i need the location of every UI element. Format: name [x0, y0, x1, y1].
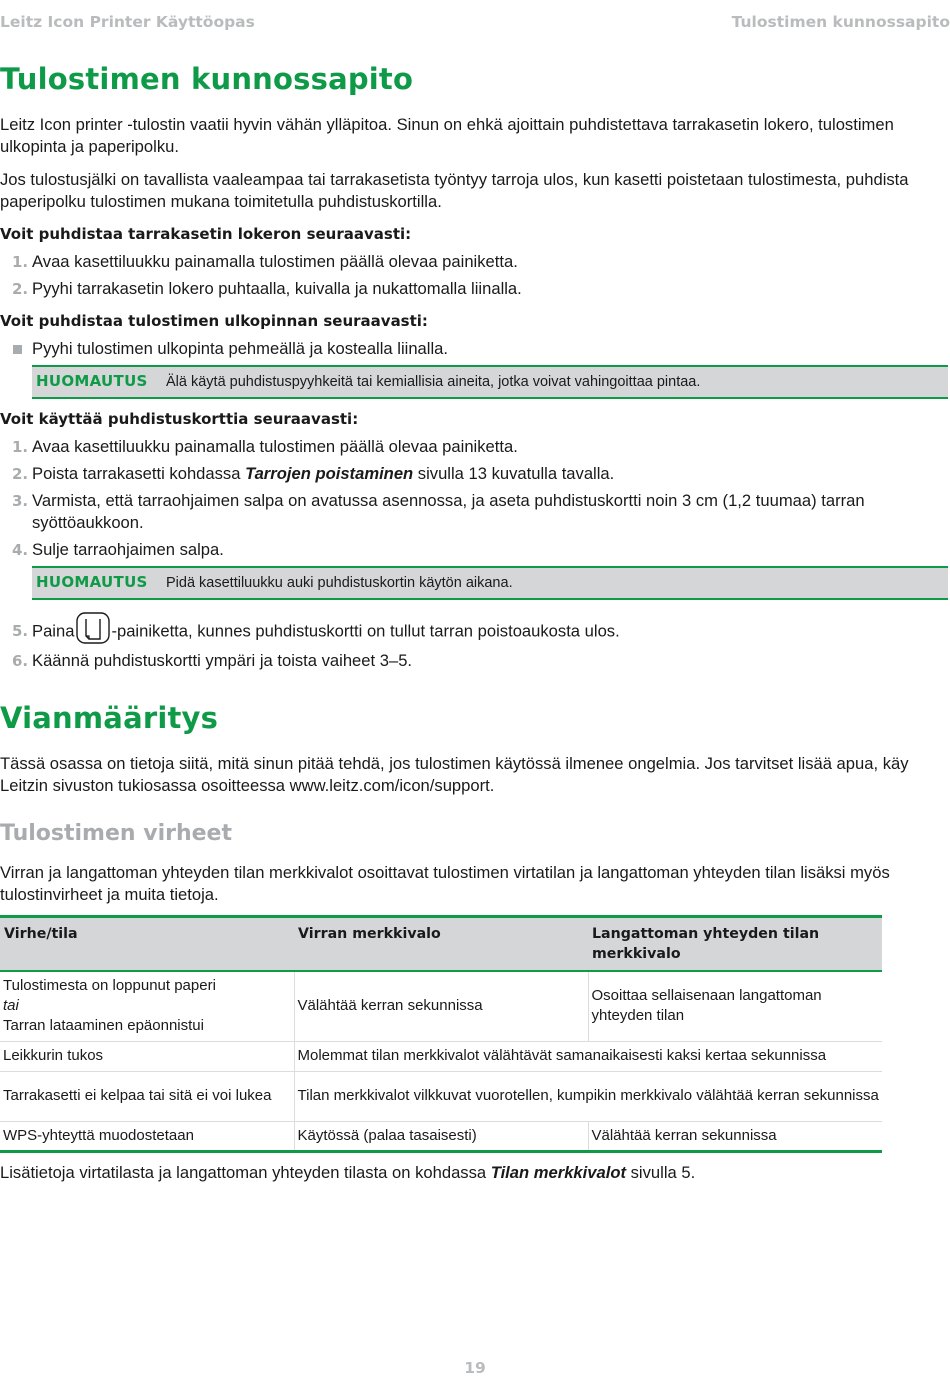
maintenance-title: Tulostimen kunnossapito	[0, 62, 414, 96]
cell-line: Tulostimesta on loppunut paperi	[3, 977, 216, 995]
step-text-post: sivulla 13 kuvatulla tavalla.	[413, 464, 615, 483]
maintenance-intro-2: Jos tulostusjälki on tavallista vaaleampaa tai tarrakasetista työntyy tarroja ulos, kun kasetti poistetaan tulostimesta, puhdista paperipolku tulostimen mukana toimitetulla puhdistuskortilla.	[0, 170, 909, 211]
table-header-row	[0, 917, 882, 972]
step-number: 1.	[12, 438, 29, 456]
step-text	[32, 463, 932, 485]
status-lights-table	[0, 915, 882, 1153]
square-bullet-icon	[13, 345, 22, 354]
table-cell: Käytössä (palaa tasaisesti)	[294, 1121, 588, 1151]
table-cell: Leikkurin tukos	[0, 1041, 294, 1071]
step-number: 2.	[12, 465, 29, 483]
note-text: Pidä kasettiluukku auki puhdistuskortin käytön aikana.	[166, 575, 513, 591]
table-cell: Molemmat tilan merkkivalot välähtävät samanaikaisesti kaksi kertaa sekunnissa	[294, 1041, 882, 1071]
table-cell	[0, 971, 294, 1041]
note-label: HUOMAUTUS	[36, 372, 148, 390]
step-number: 6.	[12, 652, 29, 670]
step-text: Sulje tarraohjaimen salpa.	[32, 540, 224, 559]
intro-text: Tässä osassa on tietoja siitä, mitä sinun pitää tehdä, jos tulostimen käytössä ilmenee ongelmia. Jos tarvitset lisää apua, käy Leitzin sivuston tukiosassa osoitteessa	[0, 754, 909, 795]
step-text: Varmista, että tarraohjaimen salpa on avatussa asennossa, ja aseta puhdistuskortti noin 3 cm (1,2 tuumaa) tarran syöttöaukkoon.	[32, 491, 865, 532]
column-header: Virran merkkivalo	[294, 917, 588, 972]
cell-line-or: tai	[3, 997, 19, 1015]
troubleshooting-title: Vianmääritys	[0, 701, 219, 735]
reference-text: Lisätietoja virtatilasta ja langattoman yhteyden tilasta on kohdassa	[0, 1163, 491, 1182]
table-cell: Välähtää kerran sekunnissa	[294, 971, 588, 1041]
step-text: Avaa kasettiluukku painamalla tulostimen päällä olevaa painiketta.	[32, 252, 518, 271]
step-text-pre: Poista tarrakasetti kohdassa	[32, 464, 246, 483]
table-row	[0, 1121, 882, 1151]
step-number: 1.	[12, 253, 29, 271]
table-row	[0, 1041, 882, 1071]
reference-text-end: sivulla 5.	[626, 1163, 696, 1182]
note-text: Älä käytä puhdistuspyyhkeitä tai kemiallisia aineita, jotka voivat vahingoittaa pintaa.	[166, 374, 701, 390]
table-cell: WPS-yhteyttä muodostetaan	[0, 1121, 294, 1151]
column-header: Virhe/tila	[0, 917, 294, 972]
step-number: 2.	[12, 280, 29, 298]
table-cell: Tilan merkkivalot vilkkuvat vuorotellen, kumpikin merkkivalo välähtää kerran sekunnissa	[294, 1071, 882, 1121]
step-text-pre: Paina	[32, 621, 75, 641]
column-header: Langattoman yhteyden tilan merkkivalo	[588, 917, 882, 972]
note-box	[32, 566, 948, 600]
intro-text-end: .	[489, 776, 495, 795]
printer-errors-intro: Virran ja langattoman yhteyden tilan merkkivalot osoittavat tulostimen virtatilan ja langattoman yhteyden tilan lisäksi myös tulostinvirheet ja muita tietoja.	[0, 863, 890, 904]
cleaning-card-heading: Voit käyttää puhdistuskorttia seuraavasti:	[0, 410, 359, 428]
support-link[interactable]: www.leitz.com/icon/support	[289, 776, 490, 795]
table-cell: Osoittaa sellaisenaan langattoman yhteyden tilan	[588, 971, 882, 1041]
step-text: Pyyhi tarrakasetin lokero puhtaalla, kuivalla ja nukattomalla liinalla.	[32, 279, 522, 298]
step-number: 3.	[12, 492, 29, 510]
step-text-post: -painiketta, kunnes puhdistuskortti on tullut tarran poistoaukosta ulos.	[111, 621, 620, 641]
tray-cleaning-heading: Voit puhdistaa tarrakasetin lokeron seuraavasti:	[0, 225, 412, 243]
table-cell: Tarrakasetti ei kelpaa tai sitä ei voi lukea	[0, 1071, 294, 1121]
bullet-text: Pyyhi tulostimen ulkopinta pehmeällä ja kostealla liinalla.	[32, 339, 448, 358]
running-header-left: Leitz Icon Printer Käyttöopas	[0, 13, 255, 31]
troubleshooting-intro	[0, 753, 948, 797]
step-number: 5.	[12, 622, 29, 640]
printer-errors-title: Tulostimen virheet	[0, 821, 232, 846]
exterior-cleaning-heading: Voit puhdistaa tulostimen ulkopinnan seuraavasti:	[0, 312, 428, 330]
note-box	[32, 365, 948, 399]
table-row	[0, 1071, 882, 1121]
step-text	[32, 620, 932, 644]
maintenance-intro-1: Leitz Icon printer -tulostin vaatii hyvin vähän ylläpitoa. Sinun on ehkä ajoittain puhdistettava tarrakasetin lokero, tulostimen ulkopinta ja paperipolku.	[0, 115, 894, 156]
cross-reference-link[interactable]: Tilan merkkivalot	[490, 1163, 627, 1182]
step-number: 4.	[12, 541, 29, 559]
cross-reference-link[interactable]: Tarrojen poistaminen	[245, 464, 414, 483]
cell-line: Tarran lataaminen epäonnistui	[3, 1017, 204, 1035]
step-text: Avaa kasettiluukku painamalla tulostimen päällä olevaa painiketta.	[32, 437, 518, 456]
page-number: 19	[464, 1359, 486, 1377]
feed-button-icon	[76, 612, 110, 650]
status-lights-reference	[0, 1162, 948, 1184]
table-cell: Välähtää kerran sekunnissa	[588, 1121, 882, 1151]
running-header-right: Tulostimen kunnossapito	[731, 13, 950, 31]
step-text: Käännä puhdistuskortti ympäri ja toista vaiheet 3–5.	[32, 651, 413, 670]
note-label: HUOMAUTUS	[36, 573, 148, 591]
table-row	[0, 971, 882, 1041]
